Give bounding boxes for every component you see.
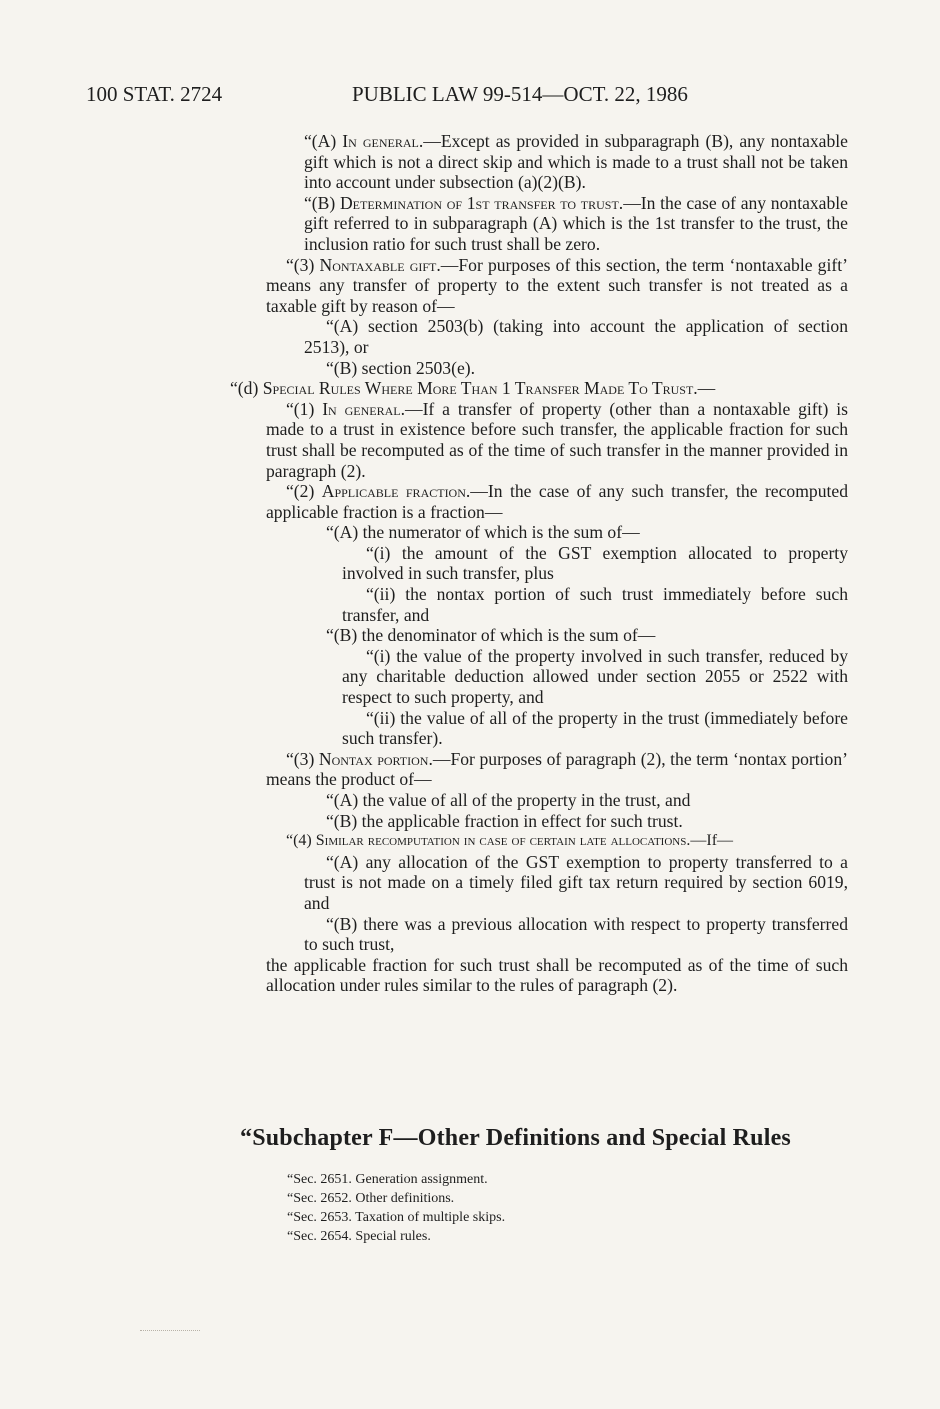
paragraph-d2a-i [266, 543, 848, 584]
paragraph-d2a-ii [266, 584, 848, 625]
para-text: the applicable fraction for such trust shall be recomputed as of the time of such allocation under rules similar to the rules of paragraph (2). [266, 954, 848, 996]
paragraph-a-in-general [266, 131, 848, 193]
paragraph-d4-flush [266, 955, 848, 996]
toc-item: “Sec. 2653. Taxation of multiple skips. [287, 1210, 506, 1225]
paragraph-3a [266, 316, 848, 357]
paragraph-3b [266, 358, 848, 379]
para-text: .—In the case of any nontaxable gift referred to in subparagraph (A) which is the 1st transfer to the trust, the inclusion ratio for such trust shall be zero. [304, 192, 848, 254]
paragraph-d2b [266, 625, 848, 646]
para-text: “(ii) the nontax portion of such trust immediately before such transfer, and [342, 584, 848, 625]
para-lead: “(2) [286, 481, 322, 502]
para-lead: “(1) [286, 398, 323, 419]
toc-item: “Sec. 2652. Other definitions. [287, 1191, 455, 1206]
paragraph-d4a [266, 852, 848, 914]
para-heading: Nontaxable gift [319, 254, 437, 275]
para-heading: Determination of 1st transfer to trust [339, 192, 619, 213]
subchapter-heading: “Subchapter F—Other Definitions and Special Rules [240, 1125, 791, 1151]
body-text [230, 131, 849, 996]
para-lead: “(A) [304, 131, 343, 151]
toc-item: “Sec. 2654. Special rules. [287, 1229, 431, 1244]
paragraph-3-nontaxable-gift [266, 255, 848, 317]
para-lead: “(3) [286, 254, 320, 275]
para-heading: In general [322, 398, 401, 419]
para-text: .—Except as provided in subparagraph (B), any nontaxable gift which is not a direct skip and which is made to a trust shall not be taken into account under subsection (a)(2)(B). [304, 131, 848, 193]
toc-item: “Sec. 2651. Generation assignment. [287, 1172, 488, 1187]
para-text: “(ii) the value of all of the property in the trust (immediately before such transfer). [342, 707, 848, 749]
para-text: “(B) the applicable fraction in effect for such trust. [326, 810, 683, 831]
paragraph-d4b [266, 914, 848, 955]
para-lead: “(4) [286, 832, 316, 850]
page-header [86, 82, 846, 112]
para-heading: Nontax portion [318, 748, 429, 769]
para-text: “(A) section 2503(b) (taking into account the application of section 2513), or [304, 316, 848, 357]
para-text: “(B) section 2503(e). [326, 357, 476, 378]
para-text: .—If— [686, 832, 734, 850]
para-text: “(B) the denominator of which is the sum of— [326, 625, 656, 646]
para-heading: In general [342, 131, 419, 151]
law-title: PUBLIC LAW 99-514—OCT. 22, 1986 [352, 82, 688, 106]
para-text: “(A) any allocation of the GST exemption to property transferred to a trust is not made on a timely filed gift tax return required by section 6019, and [304, 851, 848, 913]
para-lead: “(d) [230, 378, 263, 399]
para-lead: “(3) [286, 748, 319, 769]
paragraph-d2b-i [266, 646, 848, 708]
table-of-sections [287, 1170, 687, 1246]
para-text: .— [693, 378, 716, 399]
section-d-heading [230, 378, 848, 399]
para-text: .—If a transfer of property (other than a nontaxable gift) is made to a trust in existence before such transfer, the applicable fraction for such trust shall be recomputed as of the time of such transfer in the manner provided in paragraph (2). [266, 398, 848, 481]
para-text: “(A) the numerator of which is the sum of— [326, 522, 640, 543]
paragraph-d2b-ii [266, 708, 848, 749]
para-text: .—For purposes of paragraph (2), the term ‘nontax portion’ means the product of— [266, 748, 849, 790]
para-text: “(A) the value of all of the property in the trust, and [326, 790, 691, 810]
paragraph-d1-in-general [266, 399, 848, 481]
para-heading: Similar recomputation in case of certain late allocations [315, 832, 687, 850]
paragraph-d2a [266, 522, 848, 543]
scan-artifact [140, 1330, 200, 1332]
paragraph-d3a [266, 790, 848, 811]
para-text: “(B) there was a previous allocation with respect to property transferred to such trust, [304, 913, 848, 955]
para-text: “(i) the amount of the GST exemption allocated to property involved in such transfer, plus [342, 542, 848, 584]
paragraph-d3-nontax-portion [266, 749, 848, 790]
para-text: “(i) the value of the property involved in such transfer, reduced by any charitable deduction allowed under section 2055 or 2522 with respect to such property, and [342, 645, 848, 708]
para-text: .—In the case of any such transfer, the recomputed applicable fraction is a fraction— [266, 481, 848, 522]
paragraph-d2-applicable-fraction [266, 481, 848, 522]
paragraph-d3b [266, 811, 848, 832]
para-heading: Special Rules Where More Than 1 Transfer Made To Trust [262, 378, 694, 399]
paragraph-b-determination [266, 193, 848, 255]
para-heading: Applicable fraction [321, 481, 466, 502]
para-lead: “(B) [304, 192, 340, 213]
statute-citation: 100 STAT. 2724 [86, 82, 223, 106]
para-text: .—For purposes of this section, the term ‘nontaxable gift’ means any transfer of property to the extent such transfer is not treated as a taxable gift by reason of— [266, 254, 848, 316]
paragraph-d4-similar-recomputation [266, 831, 848, 852]
